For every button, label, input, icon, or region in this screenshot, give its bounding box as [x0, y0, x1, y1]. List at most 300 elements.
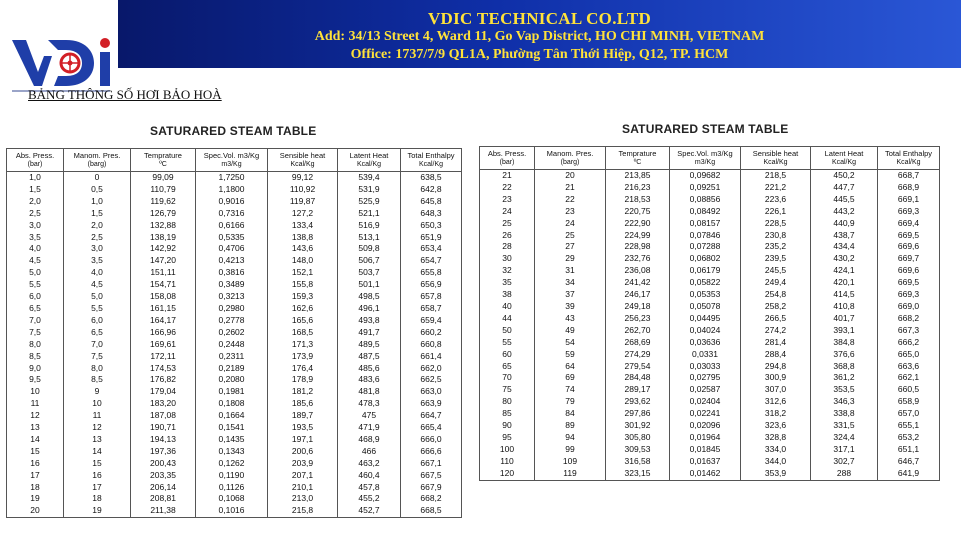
- table-cell: 5,0: [7, 267, 64, 279]
- table-cell: 0,01845: [670, 444, 741, 456]
- column-header: [741, 147, 811, 170]
- table-cell: 3,0: [64, 243, 131, 255]
- table-cell: 509,8: [338, 243, 401, 255]
- table-cell: 1,7250: [196, 172, 268, 184]
- table-cell: 4,0: [7, 243, 64, 255]
- document-title: BẢNG THÔNG SỐ HƠI BẢO HOÀ: [28, 87, 222, 102]
- table-row: [7, 220, 462, 232]
- table-cell: 64: [535, 361, 606, 373]
- table-cell: 1,0: [64, 196, 131, 208]
- table-cell: 110: [480, 456, 535, 468]
- table-row: [480, 253, 940, 265]
- table-cell: 10: [64, 398, 131, 410]
- table-cell: 179,04: [131, 386, 196, 398]
- table-cell: 34: [535, 277, 606, 289]
- table-row: [480, 349, 940, 361]
- table-row: [7, 255, 462, 267]
- table-cell: 24: [480, 206, 535, 218]
- table-cell: 54: [535, 337, 606, 349]
- column-header-name: Manom. Pres.: [73, 151, 121, 160]
- table-cell: 457,8: [338, 482, 401, 494]
- table-cell: 668,9: [878, 182, 940, 194]
- table-cell: 228,5: [741, 218, 811, 230]
- table-cell: 213,0: [268, 493, 338, 505]
- table-cell: 8,0: [7, 339, 64, 351]
- table-cell: 143,6: [268, 243, 338, 255]
- table-cell: 0,02096: [670, 420, 741, 432]
- table-cell: 0,4213: [196, 255, 268, 267]
- table-cell: 55: [480, 337, 535, 349]
- table-cell: 0,1981: [196, 386, 268, 398]
- table-row: [7, 267, 462, 279]
- table-cell: 420,1: [811, 277, 878, 289]
- table-cell: 249,18: [606, 301, 670, 313]
- table-cell: 659,4: [401, 315, 462, 327]
- table-row: [480, 265, 940, 277]
- table-cell: 6,5: [64, 327, 131, 339]
- table-row: [480, 337, 940, 349]
- table-cell: 288,4: [741, 349, 811, 361]
- table-cell: 174,53: [131, 363, 196, 375]
- table-cell: 414,5: [811, 289, 878, 301]
- table-row: [7, 434, 462, 446]
- table-cell: 5,0: [64, 291, 131, 303]
- table-cell: 503,7: [338, 267, 401, 279]
- table-cell: 254,8: [741, 289, 811, 301]
- table-cell: 493,8: [338, 315, 401, 327]
- table-cell: 666,6: [401, 446, 462, 458]
- table-cell: 471,9: [338, 422, 401, 434]
- table-cell: 154,71: [131, 279, 196, 291]
- column-header-unit: m3/Kg: [221, 161, 242, 168]
- table-cell: 443,2: [811, 206, 878, 218]
- table-cell: 85: [480, 408, 535, 420]
- table-cell: 80: [480, 396, 535, 408]
- column-header-unit: Kcal/Kg: [896, 159, 921, 166]
- table-cell: 4,0: [64, 267, 131, 279]
- table-cell: 211,38: [131, 505, 196, 517]
- table-cell: 155,8: [268, 279, 338, 291]
- table-cell: 0,1262: [196, 458, 268, 470]
- table-cell: 667,9: [401, 482, 462, 494]
- column-header: [535, 147, 606, 170]
- table-cell: 16: [7, 458, 64, 470]
- table-cell: 21: [480, 170, 535, 182]
- table-cell: 221,2: [741, 182, 811, 194]
- column-header: [480, 147, 535, 170]
- table-cell: 28: [480, 241, 535, 253]
- table-cell: 1,0: [7, 172, 64, 184]
- table-cell: 361,2: [811, 372, 878, 384]
- column-header-name: Sensible heat: [279, 151, 326, 160]
- table-cell: 645,8: [401, 196, 462, 208]
- table-cell: 120: [480, 468, 535, 480]
- table-row: [480, 277, 940, 289]
- column-header-name: Abs. Press.: [487, 149, 527, 158]
- table-cell: 40: [480, 301, 535, 313]
- table-cell: 668,5: [401, 505, 462, 517]
- table-cell: 210,1: [268, 482, 338, 494]
- table-cell: 23: [480, 194, 535, 206]
- table-cell: 4,5: [64, 279, 131, 291]
- table-cell: 22: [480, 182, 535, 194]
- table-cell: 323,6: [741, 420, 811, 432]
- table-cell: 119,62: [131, 196, 196, 208]
- table-cell: 669,1: [878, 194, 940, 206]
- table-cell: 109: [535, 456, 606, 468]
- table-cell: 200,43: [131, 458, 196, 470]
- table-cell: 353,5: [811, 384, 878, 396]
- table-cell: 0,7316: [196, 208, 268, 220]
- table-cell: 513,1: [338, 232, 401, 244]
- table-cell: 246,17: [606, 289, 670, 301]
- table-cell: 31: [535, 265, 606, 277]
- table-cell: 0,0331: [670, 349, 741, 361]
- table-cell: 284,48: [606, 372, 670, 384]
- column-header-unit: (barg): [560, 159, 580, 166]
- table-cell: 119,87: [268, 196, 338, 208]
- table-row: [7, 410, 462, 422]
- table-cell: 171,3: [268, 339, 338, 351]
- table-cell: 245,5: [741, 265, 811, 277]
- table-cell: 29: [535, 253, 606, 265]
- table-cell: 27: [535, 241, 606, 253]
- table-cell: 3,5: [64, 255, 131, 267]
- table-row: [7, 470, 462, 482]
- table-cell: 300,9: [741, 372, 811, 384]
- table-cell: 193,5: [268, 422, 338, 434]
- table-cell: 0,02795: [670, 372, 741, 384]
- column-header-name: Sensible heat: [752, 149, 799, 158]
- table-cell: 207,1: [268, 470, 338, 482]
- table-cell: 37: [535, 289, 606, 301]
- table-cell: 9,5: [7, 374, 64, 386]
- table-cell: 297,86: [606, 408, 670, 420]
- table-cell: 0,1068: [196, 493, 268, 505]
- table-cell: 660,5: [878, 384, 940, 396]
- table-cell: 20: [7, 505, 64, 517]
- table-cell: 49: [535, 325, 606, 337]
- table-cell: 220,75: [606, 206, 670, 218]
- table-cell: 18: [64, 493, 131, 505]
- column-header: [401, 149, 462, 172]
- table-cell: 230,8: [741, 230, 811, 242]
- table-cell: 16: [64, 470, 131, 482]
- table-cell: 646,7: [878, 456, 940, 468]
- table-cell: 10: [7, 386, 64, 398]
- table-cell: 657,8: [401, 291, 462, 303]
- column-header-name: Abs. Press.: [15, 151, 55, 160]
- table-cell: 142,92: [131, 243, 196, 255]
- table-cell: 14: [7, 434, 64, 446]
- table-cell: 288: [811, 468, 878, 480]
- table-cell: 95: [480, 432, 535, 444]
- table-cell: 190,71: [131, 422, 196, 434]
- table-cell: 203,35: [131, 470, 196, 482]
- table-cell: 293,62: [606, 396, 670, 408]
- table-cell: 24: [535, 218, 606, 230]
- table-cell: 305,80: [606, 432, 670, 444]
- table-cell: 539,4: [338, 172, 401, 184]
- table-cell: 424,1: [811, 265, 878, 277]
- table-cell: 161,15: [131, 303, 196, 315]
- table-row: [7, 172, 462, 184]
- table-cell: 50: [480, 325, 535, 337]
- table-cell: 653,2: [878, 432, 940, 444]
- column-header-unit: (barg): [87, 161, 107, 168]
- table-cell: 660,8: [401, 339, 462, 351]
- table-cell: 663,0: [401, 386, 462, 398]
- table-cell: 166,96: [131, 327, 196, 339]
- table-cell: 151,11: [131, 267, 196, 279]
- table-row: [480, 182, 940, 194]
- table-cell: 44: [480, 313, 535, 325]
- table-cell: 658,9: [878, 396, 940, 408]
- table-cell: 0,1016: [196, 505, 268, 517]
- table-cell: 19: [64, 505, 131, 517]
- table-cell: 12: [7, 410, 64, 422]
- table-cell: 307,0: [741, 384, 811, 396]
- table-cell: 274,2: [741, 325, 811, 337]
- table-cell: 434,4: [811, 241, 878, 253]
- table-cell: 0,02241: [670, 408, 741, 420]
- table-cell: 642,8: [401, 184, 462, 196]
- table-cell: 0,4706: [196, 243, 268, 255]
- column-header-name: Latent Heat: [824, 149, 864, 158]
- table-cell: 648,3: [401, 208, 462, 220]
- table-cell: 32: [480, 265, 535, 277]
- table-cell: 323,15: [606, 468, 670, 480]
- table-cell: 656,9: [401, 279, 462, 291]
- table-cell: 0,1664: [196, 410, 268, 422]
- table-cell: 638,5: [401, 172, 462, 184]
- table-cell: 159,3: [268, 291, 338, 303]
- table-cell: 0,2778: [196, 315, 268, 327]
- table-cell: 268,69: [606, 337, 670, 349]
- table-row: [480, 170, 940, 182]
- table-cell: 655,8: [401, 267, 462, 279]
- table-cell: 224,99: [606, 230, 670, 242]
- table-cell: 0,04024: [670, 325, 741, 337]
- table-row: [7, 422, 462, 434]
- table-cell: 60: [480, 349, 535, 361]
- table-cell: 447,7: [811, 182, 878, 194]
- table-row: [7, 291, 462, 303]
- table-cell: 232,76: [606, 253, 670, 265]
- table-row: [480, 456, 940, 468]
- table-cell: 176,82: [131, 374, 196, 386]
- table-cell: 662,1: [878, 372, 940, 384]
- table-cell: 133,4: [268, 220, 338, 232]
- table-cell: 664,7: [401, 410, 462, 422]
- table-cell: 173,9: [268, 351, 338, 363]
- table-cell: 0,2080: [196, 374, 268, 386]
- table-cell: 178,9: [268, 374, 338, 386]
- table-cell: 9: [64, 386, 131, 398]
- table-cell: 334,0: [741, 444, 811, 456]
- table-cell: 6,5: [7, 303, 64, 315]
- table-cell: 516,9: [338, 220, 401, 232]
- column-header: [131, 149, 196, 172]
- table-cell: 138,8: [268, 232, 338, 244]
- table-cell: 11: [64, 410, 131, 422]
- table-cell: 468,9: [338, 434, 401, 446]
- table-cell: 331,5: [811, 420, 878, 432]
- table-cell: 90: [480, 420, 535, 432]
- table-cell: 22: [535, 194, 606, 206]
- column-header: [268, 149, 338, 172]
- table-cell: 653,4: [401, 243, 462, 255]
- table-row: [480, 372, 940, 384]
- table-cell: 3,0: [7, 220, 64, 232]
- table-cell: 2,5: [64, 232, 131, 244]
- table-row: [7, 339, 462, 351]
- table-cell: 127,2: [268, 208, 338, 220]
- table-cell: 0,03033: [670, 361, 741, 373]
- table-header-row: [7, 149, 462, 172]
- table-cell: 216,23: [606, 182, 670, 194]
- table-cell: 208,81: [131, 493, 196, 505]
- company-banner: [118, 0, 961, 68]
- table-row: [480, 206, 940, 218]
- table-cell: 0,6166: [196, 220, 268, 232]
- column-header-name: Spec.Vol. m3/Kg: [203, 151, 260, 160]
- column-header-unit: ºC: [633, 159, 642, 166]
- column-header: [64, 149, 131, 172]
- table-cell: 463,2: [338, 458, 401, 470]
- table-cell: 0,05078: [670, 301, 741, 313]
- table-cell: 215,8: [268, 505, 338, 517]
- table-cell: 665,0: [878, 349, 940, 361]
- table-cell: 658,7: [401, 303, 462, 315]
- table-cell: 650,3: [401, 220, 462, 232]
- table-cell: 651,9: [401, 232, 462, 244]
- column-header: [196, 149, 268, 172]
- table-cell: 162,6: [268, 303, 338, 315]
- table-cell: 8,0: [64, 363, 131, 375]
- table-cell: 455,2: [338, 493, 401, 505]
- table-cell: 9,0: [7, 363, 64, 375]
- table-row: [7, 374, 462, 386]
- table-cell: 0,5335: [196, 232, 268, 244]
- table-cell: 200,6: [268, 446, 338, 458]
- table-cell: 346,3: [811, 396, 878, 408]
- table-cell: 185,6: [268, 398, 338, 410]
- table-row: [7, 386, 462, 398]
- table-cell: 0,07846: [670, 230, 741, 242]
- column-header-name: Manom. Pres.: [546, 149, 594, 158]
- column-header-name: Total Enthalpy: [884, 149, 933, 158]
- table-row: [480, 218, 940, 230]
- table-cell: 384,8: [811, 337, 878, 349]
- table-cell: 430,2: [811, 253, 878, 265]
- table-cell: 158,08: [131, 291, 196, 303]
- table-cell: 641,9: [878, 468, 940, 480]
- table-cell: 0,09251: [670, 182, 741, 194]
- table-cell: 8,5: [64, 374, 131, 386]
- table-cell: 239,5: [741, 253, 811, 265]
- table-cell: 20: [535, 170, 606, 182]
- table-cell: 2,0: [7, 196, 64, 208]
- table-cell: 302,7: [811, 456, 878, 468]
- table-cell: 669,3: [878, 206, 940, 218]
- table-cell: 663,9: [401, 398, 462, 410]
- table-cell: 7,5: [64, 351, 131, 363]
- table-cell: 521,1: [338, 208, 401, 220]
- table-cell: 328,8: [741, 432, 811, 444]
- table-cell: 39: [535, 301, 606, 313]
- table-cell: 69: [535, 372, 606, 384]
- table-cell: 274,29: [606, 349, 670, 361]
- table-cell: 7,5: [7, 327, 64, 339]
- table-cell: 6,0: [7, 291, 64, 303]
- table-cell: 43: [535, 313, 606, 325]
- table-cell: 1,5: [7, 184, 64, 196]
- table-row: [7, 398, 462, 410]
- table-cell: 498,5: [338, 291, 401, 303]
- table-cell: 0,08157: [670, 218, 741, 230]
- table-cell: 15: [64, 458, 131, 470]
- table-cell: 669,7: [878, 253, 940, 265]
- table-cell: 25: [480, 218, 535, 230]
- table-cell: 344,0: [741, 456, 811, 468]
- column-header: [606, 147, 670, 170]
- table-cell: 222,90: [606, 218, 670, 230]
- table-cell: 15: [7, 446, 64, 458]
- table-row: [7, 458, 462, 470]
- table-cell: 651,1: [878, 444, 940, 456]
- table-cell: 669,0: [878, 301, 940, 313]
- right-table-title: SATURARED STEAM TABLE: [622, 122, 789, 136]
- table-cell: 132,88: [131, 220, 196, 232]
- table-cell: 17: [7, 470, 64, 482]
- column-header: [811, 147, 878, 170]
- table-row: [7, 303, 462, 315]
- column-header: [7, 149, 64, 172]
- table-cell: 2,5: [7, 208, 64, 220]
- table-cell: 266,5: [741, 313, 811, 325]
- table-cell: 0,01964: [670, 432, 741, 444]
- column-header-name: Latent Heat: [349, 151, 389, 160]
- table-cell: 206,14: [131, 482, 196, 494]
- table-cell: 301,92: [606, 420, 670, 432]
- table-cell: 0,03636: [670, 337, 741, 349]
- table-row: [480, 396, 940, 408]
- table-cell: 452,7: [338, 505, 401, 517]
- table-cell: 0,3213: [196, 291, 268, 303]
- table-cell: 666,2: [878, 337, 940, 349]
- column-header-name: Spec.Vol. m3/Kg: [677, 149, 733, 158]
- table-cell: 7,0: [64, 339, 131, 351]
- table-cell: 23: [535, 206, 606, 218]
- table-cell: 0,3489: [196, 279, 268, 291]
- table-cell: 197,36: [131, 446, 196, 458]
- company-address: Add: 34/13 Street 4, Ward 11, Go Vap District, HO CHI MINH, VIETNAM: [314, 29, 765, 44]
- table-row: [7, 363, 462, 375]
- table-cell: 368,8: [811, 361, 878, 373]
- table-row: [480, 468, 940, 480]
- table-cell: 0,04495: [670, 313, 741, 325]
- table-cell: 213,85: [606, 170, 670, 182]
- table-cell: 223,6: [741, 194, 811, 206]
- table-cell: 176,4: [268, 363, 338, 375]
- table-cell: 203,9: [268, 458, 338, 470]
- table-row: [7, 208, 462, 220]
- table-cell: 169,61: [131, 339, 196, 351]
- table-cell: 0,1126: [196, 482, 268, 494]
- column-header-unit: Kcal/Kg: [418, 161, 444, 168]
- table-cell: 450,2: [811, 170, 878, 182]
